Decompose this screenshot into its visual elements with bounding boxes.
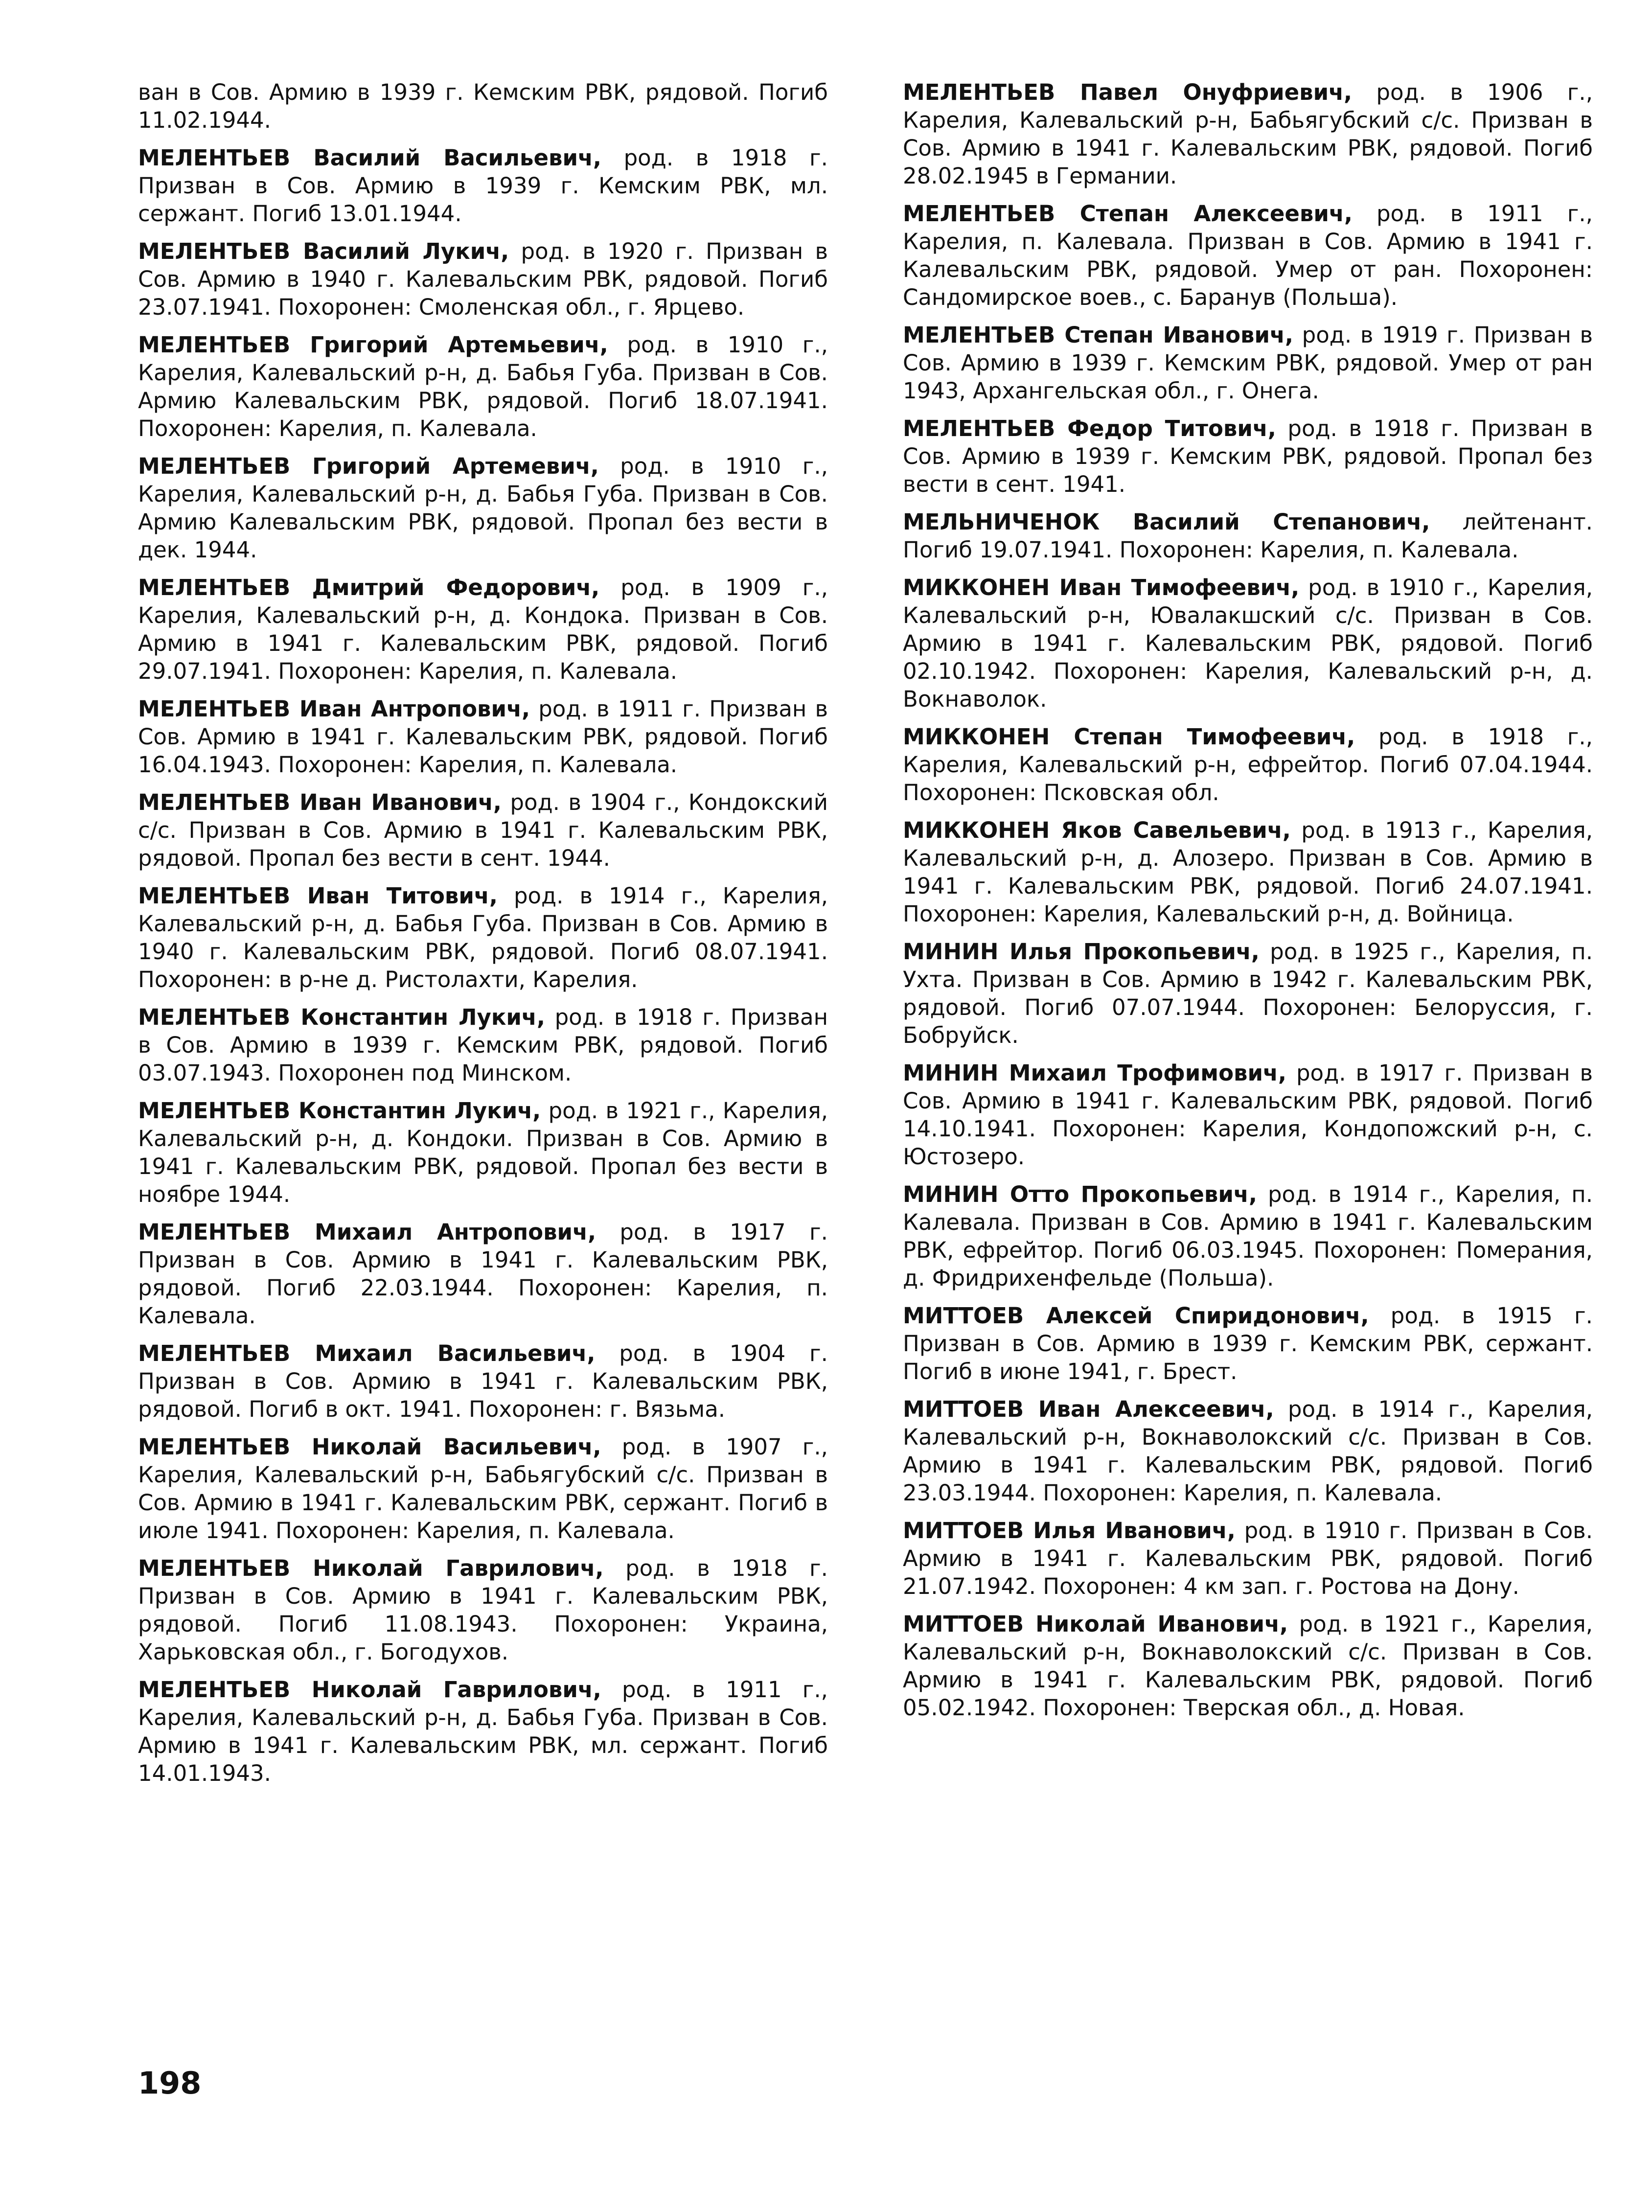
entry-name: МЕЛЕНТЬЕВ Степан Иванович,	[903, 322, 1294, 348]
right-column	[903, 78, 1593, 1731]
entry-text: род. в 1911 г. Призван в Сов. Армию в 1941 г. Калевальским РВК, рядовой. Погиб 16.04.1943. Похоронен: Карелия, п. Калевала.	[138, 696, 828, 778]
entry-name: МЕЛЕНТЬЕВ Константин Лукич,	[138, 1004, 545, 1030]
entry-text: род. в 1910 г. Призван в Сов. Армию в 1941 г. Калевальским РВК, рядовой. Погиб 21.07.1942. Похоронен: 4 км зап. г. Ростова на Дону.	[903, 1518, 1593, 1599]
entry	[903, 1059, 1593, 1171]
entry	[138, 1003, 828, 1087]
entry-text: род. в 1918 г. Призван в Сов. Армию в 1939 г. Кемским РВК, мл. сержант. Погиб 13.01.1944.	[138, 145, 828, 227]
entry-name: МЕЛЕНТЬЕВ Николай Васильевич,	[138, 1434, 601, 1460]
entry-name: МЕЛЕНТЬЕВ Павел Онуфриевич,	[903, 79, 1353, 105]
entry-name: МИНИН Михаил Трофимович,	[903, 1060, 1286, 1086]
entry-text: род. в 1914 г., Карелия, Калевальский р-н, Вокнаволокский с/с. Призван в Сов. Армию в 1941 г. Калевальским РВК, рядовой. Погиб 23.03.1944. Похоронен: Карелия, п. Калевала.	[903, 1396, 1593, 1506]
entry-name: МЕЛЬНИЧЕНОК Василий Степанович,	[903, 509, 1430, 535]
entry-name: МЕЛЕНТЬЕВ Федор Титович,	[903, 415, 1276, 441]
entry	[903, 1517, 1593, 1600]
entry	[138, 331, 828, 442]
entry-name: МЕЛЕНТЬЕВ Иван Антропович,	[138, 696, 530, 722]
entry-text: род. в 1915 г. Призван в Сов. Армию в 1939 г. Кемским РВК, сержант. Погиб в июне 1941, г. Брест.	[903, 1303, 1593, 1384]
entry	[138, 144, 828, 228]
entry	[903, 574, 1593, 713]
entry	[138, 1339, 828, 1423]
entry-name: МИТТОЕВ Иван Алексеевич,	[903, 1396, 1274, 1422]
entry-text: род. в 1925 г., Карелия, п. Ухта. Призван в Сов. Армию в 1942 г. Калевальским РВК, рядовой. Погиб 07.07.1944. Похоронен: Белоруссия, г. Бобруйск.	[903, 939, 1593, 1048]
entry-name: МЕЛЕНТЬЕВ Константин Лукич,	[138, 1098, 541, 1124]
entry	[903, 321, 1593, 405]
entry-text: род. в 1910 г., Карелия, Калевальский р-н, Ювалакшский с/с. Призван в Сов. Армию в 1941 г. Калевальским РВК, рядовой. Погиб 02.10.1942. Похоронен: Карелия, Калевальский р-н, д. Вокнаволок.	[903, 575, 1593, 712]
entry-name: МЕЛЕНТЬЕВ Иван Титович,	[138, 883, 498, 909]
entry-text: род. в 1910 г., Карелия, Калевальский р-н, д. Бабья Губа. Призван в Сов. Армию Калевальским РВК, рядовой. Погиб 18.07.1941. Похоронен: Карелия, п. Калевала.	[138, 332, 828, 441]
entry-name: МИККОНЕН Яков Савельевич,	[903, 817, 1291, 843]
entry	[138, 1097, 828, 1208]
entry-name: МЕЛЕНТЬЕВ Григорий Артемевич,	[138, 453, 599, 479]
entry-text: род. в 1910 г., Карелия, Калевальский р-н, д. Бабья Губа. Призван в Сов. Армию Калевальским РВК, рядовой. Пропал без вести в дек. 1944.	[138, 453, 828, 563]
entry	[138, 788, 828, 872]
entry-text: род. в 1917 г. Призван в Сов. Армию в 1941 г. Калевальским РВК, рядовой. Погиб 22.03.1944. Похоронен: Карелия, п. Калевала.	[138, 1219, 828, 1329]
entry-name: МЕЛЕНТЬЕВ Николай Гаврилович,	[138, 1677, 601, 1703]
entry	[138, 452, 828, 564]
entry	[903, 1180, 1593, 1292]
entry-text: род. в 1909 г., Карелия, Калевальский р-н, д. Кондока. Призван в Сов. Армию в 1941 г. Калевальским РВК, рядовой. Погиб 29.07.1941. Похоронен: Карелия, п. Калевала.	[138, 575, 828, 684]
entry-text: лейтенант. Погиб 19.07.1941. Похоронен: Карелия, п. Калевала.	[903, 509, 1593, 563]
left-column	[138, 78, 828, 1797]
entry	[138, 882, 828, 993]
entry	[138, 78, 828, 134]
entry	[903, 816, 1593, 928]
entry-text: род. в 1904 г., Кондокский с/с. Призван в Сов. Армию в 1941 г. Калевальским РВК, рядовой. Пропал без вести в сент. 1944.	[138, 789, 828, 871]
entry-name: МИТТОЕВ Алексей Спиридонович,	[903, 1303, 1369, 1329]
entry-name: МИККОНЕН Иван Тимофеевич,	[903, 575, 1300, 600]
entry-text: род. в 1911 г., Карелия, Калевальский р-н, д. Бабья Губа. Призван в Сов. Армию в 1941 г. Калевальским РВК, мл. сержант. Погиб 14.01.1943.	[138, 1677, 828, 1786]
entry-name: МЕЛЕНТЬЕВ Михаил Антропович,	[138, 1219, 597, 1245]
entry-text: род. в 1918 г. Призван в Сов. Армию в 1939 г. Кемским РВК, рядовой. Погиб 03.07.1943. Похоронен под Минском.	[138, 1004, 828, 1086]
entry-text: род. в 1911 г., Карелия, п. Калевала. Призван в Сов. Армию в 1941 г. Калевальским РВК, рядовой. Умер от ран. Похоронен: Сандомирское воев., с. Баранув (Польша).	[903, 201, 1593, 310]
entry-text: род. в 1920 г. Призван в Сов. Армию в 1940 г. Калевальским РВК, рядовой. Погиб 23.07.1941. Похоронен: Смоленская обл., г. Ярцево.	[138, 238, 828, 320]
entry-name: МИНИН Отто Прокопьевич,	[903, 1181, 1257, 1207]
entry	[903, 415, 1593, 498]
entry	[903, 200, 1593, 311]
entry-name: МЕЛЕНТЬЕВ Михаил Васильевич,	[138, 1340, 596, 1366]
entry	[903, 508, 1593, 564]
entry-name: МИТТОЕВ Николай Иванович,	[903, 1611, 1288, 1637]
entry-name: МИККОНЕН Степан Тимофеевич,	[903, 724, 1355, 750]
entry-text: род. в 1918 г., Карелия, Калевальский р-н, ефрейтор. Погиб 07.04.1944. Похоронен: Псковская обл.	[903, 724, 1593, 806]
entry-text: род. в 1921 г., Карелия, Калевальский р-н, Вокнаволокский с/с. Призван в Сов. Армию в 1941 г. Калевальским РВК, рядовой. Погиб 05.02.1942. Похоронен: Тверская обл., д. Новая.	[903, 1611, 1593, 1721]
entry-text: род. в 1918 г. Призван в Сов. Армию в 1939 г. Кемским РВК, рядовой. Пропал без вести в сент. 1941.	[903, 415, 1593, 497]
entry	[138, 1554, 828, 1666]
entry	[138, 1218, 828, 1330]
entry-name: МИТТОЕВ Илья Иванович,	[903, 1518, 1236, 1544]
entry	[903, 78, 1593, 190]
entry	[903, 723, 1593, 806]
entry	[138, 1676, 828, 1787]
entry	[138, 574, 828, 685]
entry-text: род. в 1904 г. Призван в Сов. Армию в 1941 г. Калевальским РВК, рядовой. Погиб в окт. 1941. Похоронен: г. Вязьма.	[138, 1340, 828, 1422]
entry-text: род. в 1913 г., Карелия, Калевальский р-н, д. Алозеро. Призван в Сов. Армию в 1941 г. Калевальским РВК, рядовой. Погиб 24.07.1941. Похоронен: Карелия, Калевальский р-н, д. Войница.	[903, 817, 1593, 927]
entry-name: МЕЛЕНТЬЕВ Василий Васильевич,	[138, 145, 601, 171]
page-number: 198	[138, 2065, 202, 2101]
entry-name: МЕЛЕНТЬЕВ Степан Алексеевич,	[903, 201, 1353, 227]
entry	[903, 1610, 1593, 1722]
entry-name: МИНИН Илья Прокопьевич,	[903, 939, 1260, 965]
entry-text: род. в 1917 г. Призван в Сов. Армию в 1941 г. Калевальским РВК, рядовой. Погиб 14.10.1941. Похоронен: Карелия, Кондопожский р-н, с. Юстозеро.	[903, 1060, 1593, 1170]
entry-name: МЕЛЕНТЬЕВ Василий Лукич,	[138, 238, 509, 264]
entry-name: МЕЛЕНТЬЕВ Дмитрий Федорович,	[138, 575, 600, 600]
entry-text: род. в 1918 г. Призван в Сов. Армию в 1941 г. Калевальским РВК, рядовой. Погиб 11.08.1943. Похоронен: Украина, Харьковская обл., г. Богодухов.	[138, 1555, 828, 1665]
entry-name: МЕЛЕНТЬЕВ Николай Гаврилович,	[138, 1555, 604, 1581]
entry	[138, 1433, 828, 1544]
entry-text: ван в Сов. Армию в 1939 г. Кемским РВК, рядовой. Погиб 11.02.1944.	[138, 79, 828, 133]
entry-name: МЕЛЕНТЬЕВ Иван Иванович,	[138, 789, 502, 815]
entry	[138, 695, 828, 779]
entry-name: МЕЛЕНТЬЕВ Григорий Артемьевич,	[138, 332, 608, 358]
entry	[903, 1302, 1593, 1385]
entry-text: род. в 1914 г., Карелия, Калевальский р-н, д. Бабья Губа. Призван в Сов. Армию в 1940 г. Калевальским РВК, рядовой. Погиб 08.07.1941. Похоронен: в р-не д. Ристолахти, Карелия.	[138, 883, 828, 992]
entry	[903, 938, 1593, 1049]
entry-text: род. в 1914 г., Карелия, п. Калевала. Призван в Сов. Армию в 1941 г. Калевальским РВК, ефрейтор. Погиб 06.03.1945. Похоронен: Померания, д. Фридрихенфельде (Польша).	[903, 1181, 1593, 1291]
entry-text: род. в 1919 г. Призван в Сов. Армию в 1939 г. Кемским РВК, рядовой. Умер от ран 1943, Архангельская обл., г. Онега.	[903, 322, 1593, 404]
entry	[138, 237, 828, 321]
entry-text: род. в 1921 г., Карелия, Калевальский р-н, д. Кондоки. Призван в Сов. Армию в 1941 г. Калевальским РВК, рядовой. Пропал без вести в ноябре 1944.	[138, 1098, 828, 1207]
entry-text: род. в 1906 г., Карелия, Калевальский р-н, Бабьягубский с/с. Призван в Сов. Армию в 1941 г. Калевальским РВК, рядовой. Погиб 28.02.1945 в Германии.	[903, 79, 1593, 189]
entry	[903, 1395, 1593, 1507]
entry-text: род. в 1907 г., Карелия, Калевальский р-н, Бабьягубский с/с. Призван в Сов. Армию в 1941 г. Калевальским РВК, сержант. Погиб в июле 1941. Похоронен: Карелия, п. Калевала.	[138, 1434, 828, 1544]
